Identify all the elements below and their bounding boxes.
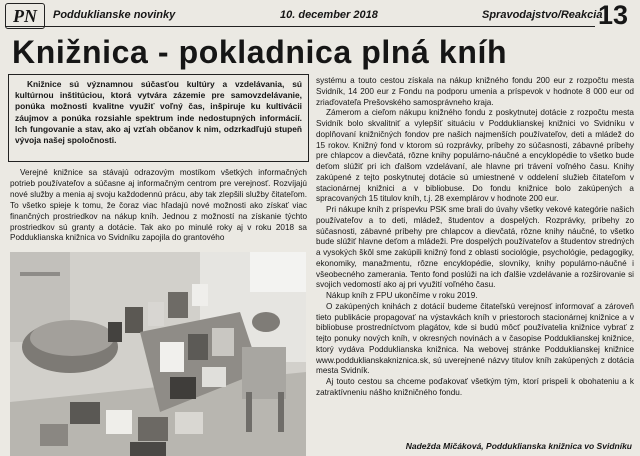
right-paragraph: systému a touto cestou získala na nákup knižného fondu 200 eur z rozpočtu mesta Svidník, 14 200 eur z Fondu na podporu umenia a príspevok v hodnote 8 000 eur od zriaďovateľa Prešovského samosprávneho kraja. xyxy=(316,76,634,107)
lead-box xyxy=(8,74,309,162)
publication-name: Podduklianske novinky xyxy=(53,9,176,21)
article-headline: Knižnica - pokladnica plná kníh xyxy=(12,34,508,70)
library-photo xyxy=(10,252,306,456)
right-paragraph: Aj touto cestou sa chceme poďakovať všetkým tým, ktorí prispeli k obohateniu a k zatraktívneniu nášho knižničného fondu. xyxy=(316,377,634,397)
right-paragraph: Pri nákupe kníh z príspevku PSK sme brali do úvahy všetky vekové kategórie našich používateľov a to deti, mládež, študentov a dospelých. Rozprávky, príbehy zo súčasnosti, zábavné príbehy pre chlapcov a dievčatá, rôzne knihy náučné, to všetko bude slúžiť hlavne deťom a mládeži. Pre dospelých používateľov a študentov stredných a vysokých škôl sme zakúpili knižný fond z oblasti sociológie, psychológie, pedagogiky, ekonomiky, manažmentu, rôzne encyklopédie, slovníky, knihy populárno-náučné i všeobecného zamerania. Tento fond poslúži na ich ďalšie vzdelávanie a rozširovanie si svojich vedomostí ako aj pri využití voľného času. xyxy=(316,205,634,290)
section-name: Spravodajstvo/Reakcia xyxy=(482,9,603,21)
right-paragraph: O zakúpených knihách z dotácií budeme čitateľskú verejnosť informovať a zároveň tieto publikácie propagovať na výstavkách kníh v priestoroch stacionárnej knižnice a v bibliobuse prostredníctvom plagátov, kde si budú môcť používatelia knižnice vybrať z tejto ponuky nových kníh, v okresných novinách a v časopise Podduklianskej knižnice, ktorý vydáva Podduklianska knižnica. Na webovej stránke Podduklianskej knižnice www.podduklianskakniznica.sk, sú uverejnené názvy titulov kníh zakúpených z dotácia mesta Svidník. xyxy=(316,301,634,376)
page-number: 13 xyxy=(598,0,629,30)
publication-logo: PN xyxy=(5,3,45,29)
page-header xyxy=(0,0,640,30)
article-signature: Nadežda Mičáková, Podduklianska knižnica vo Svidníku xyxy=(405,441,632,451)
book-display-photo xyxy=(10,252,306,456)
lead-text: Knižnice sú významnou súčasťou kultúry a vzdelávania, sú kultúrnou inštitúciou, ktorá vytvára zázemie pre samovzdelávanie, ponúka možnosti kvalitne využiť voľný čas, inšpiruje ku kultivácii záujmov a ponúka rozsiahle spektrum inde nedostupných informácií. Ich fungovanie a stav, ako aj vzťah občanov k nim, odzrkadľujú stupeň vývoja našej spoločnosti. xyxy=(15,79,302,146)
header-rule xyxy=(5,26,595,27)
right-column xyxy=(316,76,634,399)
left-column xyxy=(10,168,307,244)
right-paragraph: Zámerom a cieľom nákupu knižného fondu z poskytnutej dotácie z rozpočtu mesta Svidník bolo skvalitniť a vylepšiť situáciu v Podduklianskej knižnici vo Svidníku v doplňovaní knižničných fondov pre našich najmenších používateľov, deti a mládež do 15 rokov. Knižný fond v ktorom sú rozprávky, príbehy zo súčasnosti, zábavné príbehy pre chlapcov a dievčatá, rôzne knihy populárno-náučné a encyklopédie to všetko bude deťom slúžiť pri ich ďalšom vzdelávaní, ale hlavne pri trávení voľného času. Knihy zakúpené z tejto poskytnutej dotácie sú umiestnené v oddelení služieb čitateľom v stacionárnej knižnici a v bibliobuse. Do fondu knižnice bolo zakúpených a spracovaných 15 titulov kníh, t.j. 28 exemplárov v hodnote 200 eur. xyxy=(316,108,634,204)
left-paragraph: Verejné knižnice sa stávajú odrazovým mostíkom všetkých informačných potrieb používateľov a súčasne aj informačným centrom pre verejnosť. Rozvíjajú nové služby a menia aj svoju každodennú prácu, aby tak zlepšili služby čitateľom. To všetko spieje k tomu, že čoraz viac hľadajú nové možnosti ako získať viac finančných prostriedkov na nákup kníh. Jednou z možností na získanie týchto prostriedkov sú granty a dotácie. Tak ako po minulé roky aj v roku 2018 sa Podduklianska knižnica vo Svidníku zapojila do grantového xyxy=(10,168,307,243)
right-paragraph: Nákup kníh z FPU ukončíme v roku 2019. xyxy=(326,291,478,300)
issue-date: 10. december 2018 xyxy=(280,9,378,21)
